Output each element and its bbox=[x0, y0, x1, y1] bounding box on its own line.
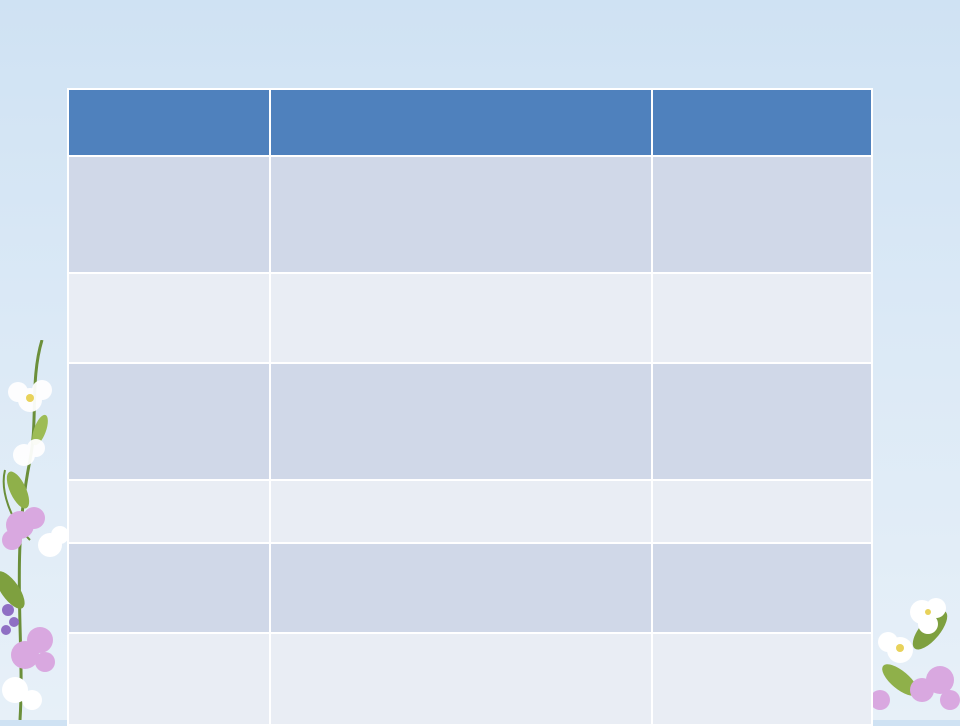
header-role bbox=[270, 89, 652, 156]
table-row bbox=[68, 273, 872, 363]
table-row bbox=[68, 156, 872, 273]
table-row bbox=[68, 363, 872, 480]
name-cell bbox=[68, 633, 270, 725]
role-cell bbox=[270, 156, 652, 273]
examples-cell bbox=[652, 363, 872, 480]
examples-cell bbox=[652, 633, 872, 725]
substances-table bbox=[67, 88, 873, 726]
header-examples bbox=[652, 89, 872, 156]
name-cell bbox=[68, 156, 270, 273]
pearl-border-top bbox=[0, 0, 960, 40]
table-header-row bbox=[68, 89, 872, 156]
role-cell bbox=[270, 543, 652, 633]
role-cell bbox=[270, 633, 652, 725]
table-row bbox=[68, 633, 872, 725]
examples-cell bbox=[652, 273, 872, 363]
name-cell bbox=[68, 363, 270, 480]
table-row bbox=[68, 480, 872, 543]
role-cell bbox=[270, 273, 652, 363]
role-cell bbox=[270, 480, 652, 543]
name-cell bbox=[68, 480, 270, 543]
table-row bbox=[68, 543, 872, 633]
flower-decoration-right bbox=[860, 590, 960, 720]
examples-cell bbox=[652, 480, 872, 543]
example-line bbox=[663, 161, 863, 188]
role-cell bbox=[270, 363, 652, 480]
name-cell bbox=[68, 543, 270, 633]
name-cell bbox=[68, 273, 270, 363]
header-name bbox=[68, 89, 270, 156]
examples-cell bbox=[652, 156, 872, 273]
examples-cell bbox=[652, 543, 872, 633]
